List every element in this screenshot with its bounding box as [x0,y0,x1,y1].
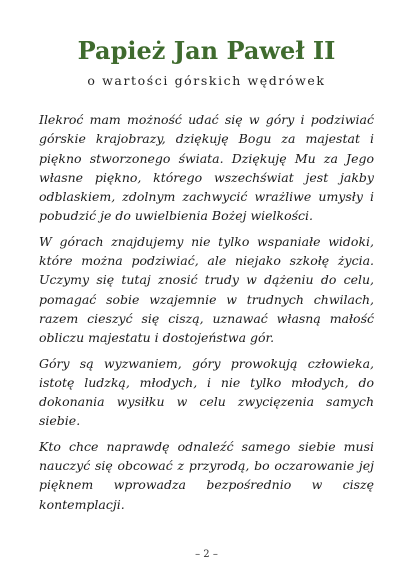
paragraph: Ilekroć mam możność udać się w góry i podziwiać górskie krajobrazy, dziękuję Bogu za majestat i piękno stworzonego świata. Dziękuję Mu za Jego własne piękno, którego wszechświat jest jakby odblaskiem, zdolnym zachwycić wrażliwe umysły i pobudzić je do uwielbienia Bożej wielkości. [39,112,374,224]
body-text [39,110,374,520]
page-subtitle: o wartości górskich wędrówek [87,73,326,88]
page-title: Papież Jan Paweł II [77,36,336,65]
paragraph: W górach znajdujemy nie tylko wspaniałe widoki, które można podziwiać, ale niejako szkołę życia. Uczymy się tutaj znosić trudy w dążeniu do celu, pomagać sobie wzajemnie w trudnych chwilach, razem cieszyć się ciszą, uznawać własną małość obliczu majestatu i dostojeństwa gór. [39,233,374,346]
page-number: – 2 – [195,549,218,560]
paragraph: Góry są wyzwaniem, góry prowokują człowieka, istotę ludzką, młodych, i nie tylko młodych, do dokonania wysiłku w celu zwycięzenia samych siebie. [39,355,374,429]
paragraph: Kto chce naprawdę odnaleźć samego siebie musi nauczyć się obcować z przyrodą, bo oczarowanie jej pięknem wprowadza bezpośrednio w ciszę kontemplacji. [39,438,374,512]
